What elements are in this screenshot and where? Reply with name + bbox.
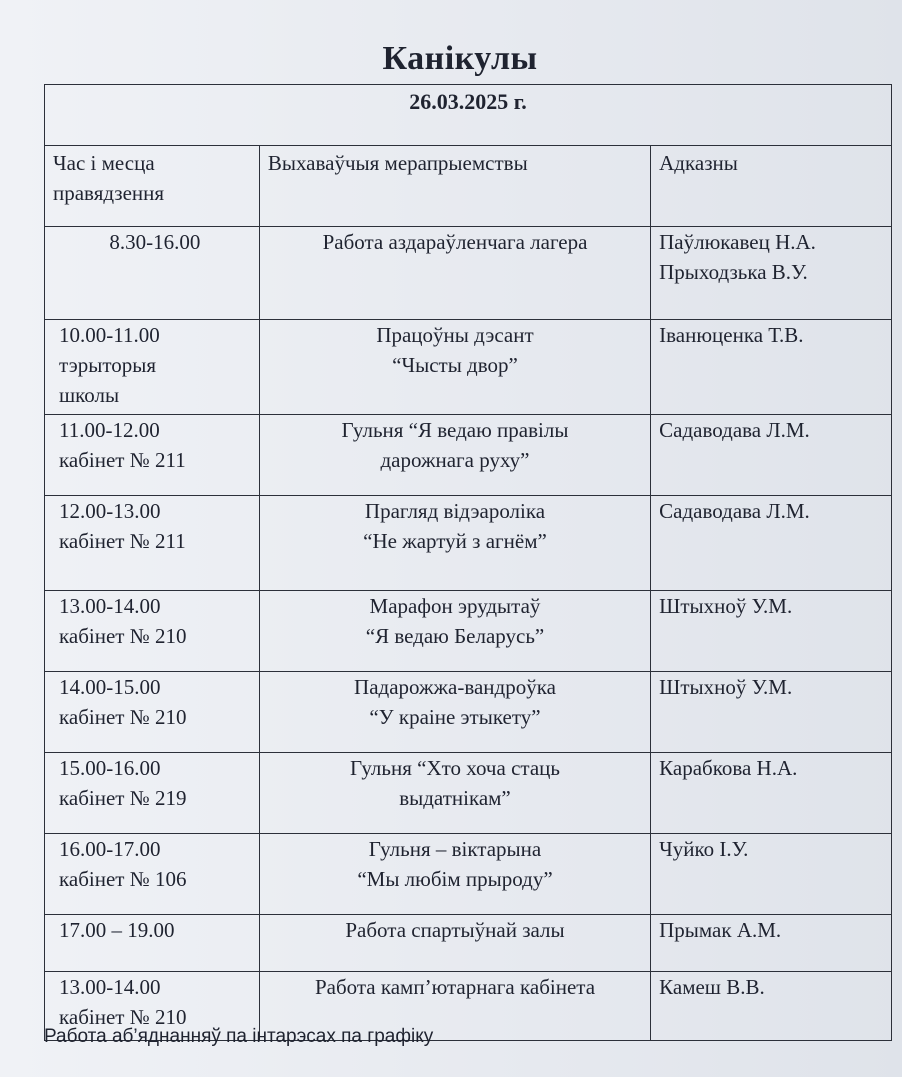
event-cell-line: Гульня “Хто хоча стаць (350, 756, 560, 780)
time-cell-line: кабінет № 211 (59, 529, 186, 553)
event-cell (259, 915, 650, 972)
responsible-cell-line: Прымак А.М. (659, 918, 782, 942)
time-cell-line: кабінет № 210 (59, 705, 187, 729)
event-cell (259, 591, 650, 672)
responsible-cell-line: Карабкова Н.А. (659, 756, 798, 780)
time-cell-line: кабінет № 211 (59, 448, 186, 472)
responsible-cell (651, 972, 892, 1041)
time-cell-line: 15.00-16.00 (59, 756, 161, 780)
event-cell-line: Гульня “Я ведаю правілы (341, 418, 569, 442)
event-cell-line: “Не жартуй з агнём” (363, 529, 547, 553)
table-row (45, 915, 892, 972)
responsible-cell (651, 834, 892, 915)
event-cell (259, 834, 650, 915)
time-cell-line: кабінет № 210 (59, 1005, 187, 1029)
date-row (45, 85, 892, 146)
responsible-cell-line: Садаводава Л.М. (659, 418, 810, 442)
responsible-cell-line: Прыходзька В.У. (659, 260, 808, 284)
time-cell-line: кабінет № 219 (59, 786, 187, 810)
schedule-table (44, 84, 892, 1041)
time-cell-line: школы (59, 383, 120, 407)
event-cell (259, 672, 650, 753)
time-cell-line: 13.00-14.00 (59, 975, 161, 999)
responsible-cell-line: Садаводава Л.М. (659, 499, 810, 523)
responsible-cell (651, 227, 892, 320)
time-cell-line: 14.00-15.00 (59, 675, 161, 699)
responsible-cell (651, 415, 892, 496)
table-row (45, 320, 892, 415)
footer-note: Работа аб’яднанняў па інтарэсах па графіку (44, 1026, 434, 1047)
event-cell (259, 753, 650, 834)
schedule-sheet (44, 84, 892, 1041)
time-cell (45, 591, 260, 672)
event-cell-line: Работа спартыўнай залы (345, 918, 565, 942)
responsible-cell-line: Чуйко І.У. (659, 837, 749, 861)
time-cell-line: 12.00-13.00 (59, 499, 161, 523)
table-row (45, 753, 892, 834)
time-cell-line: 10.00-11.00 (59, 323, 160, 347)
responsible-cell (651, 591, 892, 672)
event-cell (259, 320, 650, 415)
time-cell (45, 227, 260, 320)
responsible-cell-line: Паўлюкавец Н.А. (659, 230, 816, 254)
page-title: Канікулы (382, 40, 538, 77)
header-time-line-2: правядзення (53, 181, 165, 205)
responsible-cell-line: Іванюценка Т.В. (659, 323, 804, 347)
event-cell-line: выдатнікам” (399, 786, 511, 810)
responsible-cell-line: Камеш В.В. (659, 975, 765, 999)
event-cell (259, 415, 650, 496)
time-cell (45, 834, 260, 915)
event-cell-line: “Я ведаю Беларусь” (365, 624, 545, 648)
responsible-cell (651, 672, 892, 753)
time-cell (45, 415, 260, 496)
table-row (45, 591, 892, 672)
header-event: Выхаваўчыя мерапрыемствы (259, 146, 650, 227)
header-time (45, 146, 260, 227)
event-cell-line: Гульня – віктарына (368, 837, 542, 861)
responsible-cell (651, 496, 892, 591)
responsible-cell-line: Штыхноў У.М. (659, 675, 793, 699)
time-cell (45, 672, 260, 753)
time-cell-line: кабінет № 210 (59, 624, 187, 648)
header-time-line-1: Час і месца (53, 151, 155, 175)
responsible-cell (651, 753, 892, 834)
event-cell-line: “У краіне этыкету” (369, 705, 541, 729)
table-row (45, 496, 892, 591)
responsible-cell-line: Штыхноў У.М. (659, 594, 793, 618)
time-cell-line: 8.30-16.00 (109, 230, 201, 254)
time-cell-line: тэрыторыя (59, 353, 156, 377)
event-cell-line: Работа аздараўленчага лагера (322, 230, 588, 254)
table-row (45, 415, 892, 496)
time-cell (45, 753, 260, 834)
responsible-cell (651, 915, 892, 972)
event-cell-line: дарожнага руху” (380, 448, 530, 472)
event-cell (259, 496, 650, 591)
table-row (45, 227, 892, 320)
time-cell-line: 13.00-14.00 (59, 594, 161, 618)
header-row (45, 146, 892, 227)
event-cell-line: “Чысты двор” (392, 353, 518, 377)
date-cell: 26.03.2025 г. (45, 85, 892, 146)
event-cell-line: “Мы любім прыроду” (357, 867, 553, 891)
time-cell-line: 17.00 – 19.00 (59, 918, 175, 942)
event-cell-line: Прагляд відэароліка (364, 499, 546, 523)
event-cell-line: Работа камп’ютарнага кабінета (314, 975, 596, 999)
table-row (45, 672, 892, 753)
event-cell-line: Працоўны дэсант (376, 323, 534, 347)
time-cell-line: 11.00-12.00 (59, 418, 160, 442)
event-cell-line: Марафон эрудытаў (369, 594, 541, 618)
time-cell-line: 16.00-17.00 (59, 837, 161, 861)
table-row (45, 834, 892, 915)
time-cell (45, 320, 260, 415)
time-cell-line: кабінет № 106 (59, 867, 187, 891)
time-cell (45, 496, 260, 591)
time-cell (45, 915, 260, 972)
event-cell (259, 227, 650, 320)
event-cell-line: Падарожжа-вандроўка (354, 675, 556, 699)
header-responsible: Адказны (651, 146, 892, 227)
responsible-cell (651, 320, 892, 415)
